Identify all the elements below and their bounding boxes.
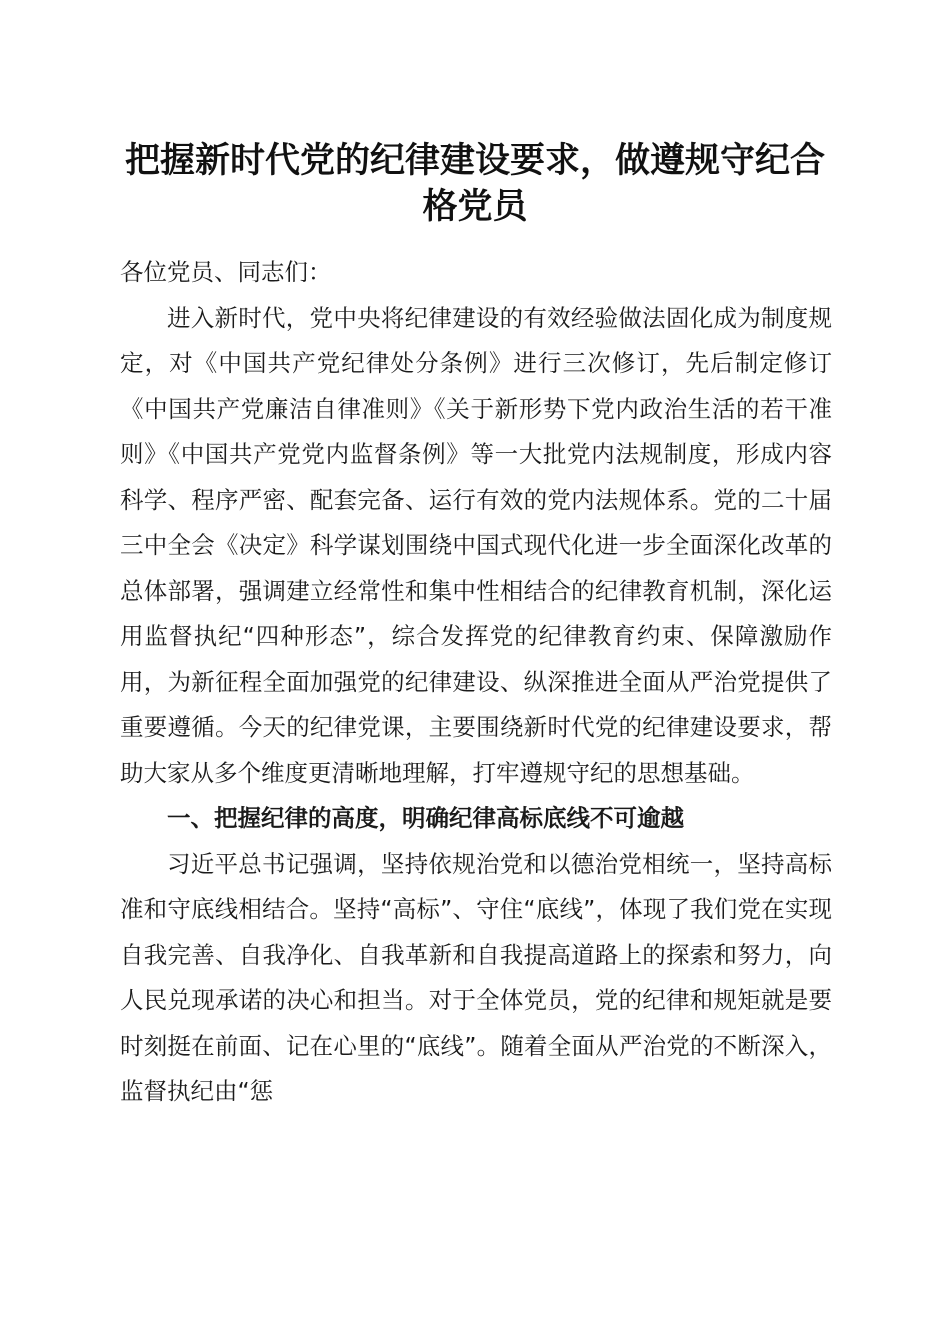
document-title: 把握新时代党的纪律建设要求，做遵规守纪合格党员 bbox=[124, 140, 825, 227]
paragraph-section-1: 习近平总书记强调，坚持依规治党和以德治党相统一，坚持高标准和守底线相结合。坚持“高标”、守住“底线”，体现了我们党在实现自我完善、自我净化、自我革新和自我提高道路上的探索和努力，向人民兑现承诺的决心和担当。对于全体党员，党的纪律和规矩就是要时刻挺在前面、记在心里的“底线”。随着全面从严治党的不断深入，监督执纪由“惩 bbox=[120, 849, 832, 1105]
salutation: 各位党员、同志们： bbox=[120, 258, 332, 286]
document-body bbox=[120, 250, 832, 1115]
section-heading-1: 一、把握纪律的高度，明确纪律高标底线不可逾越 bbox=[167, 804, 684, 832]
paragraph-intro: 进入新时代，党中央将纪律建设的有效经验做法固化成为制度规定，对《中国共产党纪律处分条例》进行三次修订，先后制定修订《中国共产党廉洁自律准则》《关于新形势下党内政治生活的若干准则》《中国共产党党内监督条例》等一大批党内法规制度，形成内容科学、程序严密、配套完备、运行有效的党内法规体系。党的二十届三中全会《决定》科学谋划围绕中国式现代化进一步全面深化改革的总体部署，强调建立经常性和集中性相结合的纪律教育机制，深化运用监督执纪“四种形态”，综合发挥党的纪律教育约束、保障激励作用，为新征程全面加强党的纪律建设、纵深推进全面从严治党提供了重要遵循。今天的纪律党课，主要围绕新时代党的纪律建设要求，帮助大家从多个维度更清晰地理解，打牢遵规守纪的思想基础。 bbox=[120, 303, 832, 787]
